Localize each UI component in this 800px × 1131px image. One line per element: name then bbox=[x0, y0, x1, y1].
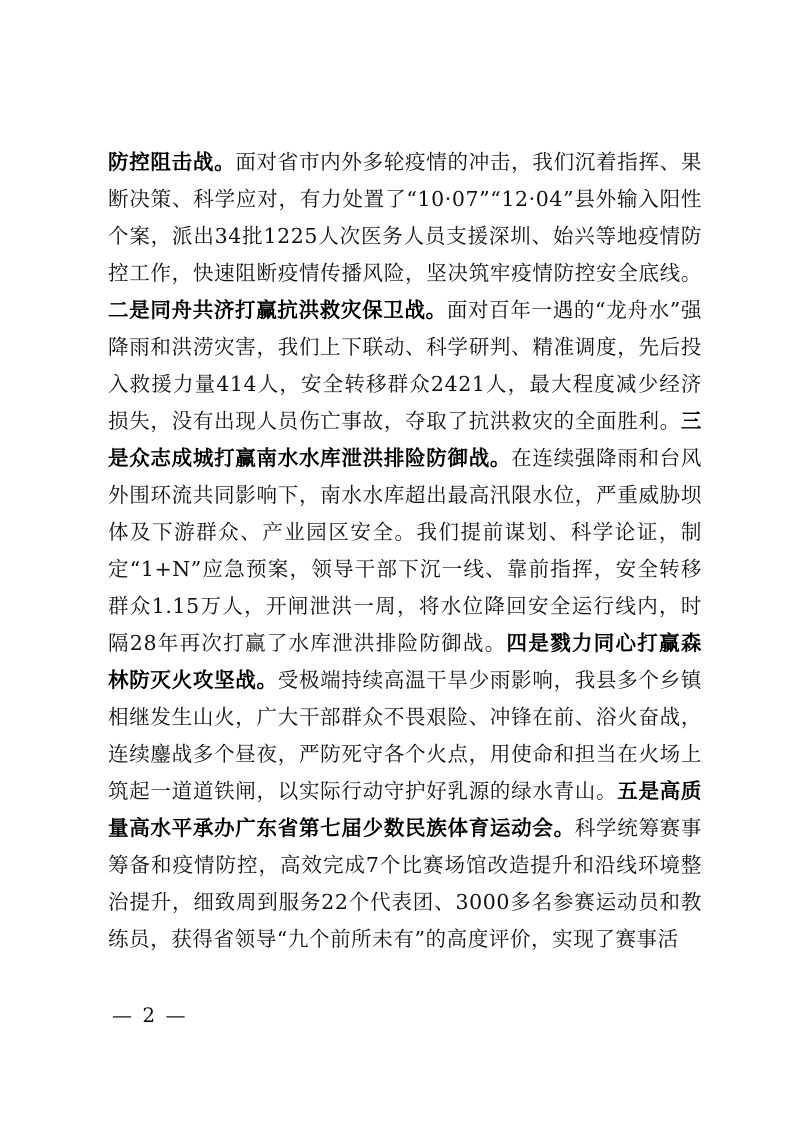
page-number: — 2 — bbox=[112, 1003, 188, 1027]
heading-segment: 三是众志成城打赢南水水库泄洪排险防御战。 bbox=[108, 409, 702, 470]
heading-segment: 防控阻击战。 bbox=[108, 150, 236, 174]
heading-segment: 五是高质量高水平承办广东省第七届少数民族体育运动会。 bbox=[108, 779, 702, 840]
heading-segment: 四是戮力同心打赢森林防灭火攻坚战。 bbox=[108, 631, 703, 692]
text-segment: 面对省市内外多轮疫情的冲击，我们沉着指挥、果断决策、科学应对，有力处置了“10·07”“12·04”县外输入阳性个案，派出34批1225人次医务人员支援深圳、始兴等地疫情防控工作，快速阻断疫情传播风险，坚决筑牢疫情防控安全底线。 bbox=[108, 150, 702, 285]
text-segment: 在连续强降雨和台风外围环流共同影响下，南水水库超出最高汛限水位，严重威胁坝体及下游群众、产业园区安全。我们提前谋划、科学论证，制定“1+N”应急预案，领导干部下沉一线、靠前指挥，安全转移群众1.15万人，开闸泄洪一周，将水位降回安全运行线内，时隔28年再次打赢了水库泄洪排险防御战。 bbox=[108, 446, 703, 655]
text-segment: 面对百年一遇的“龙舟水”强降雨和洪涝灾害，我们上下联动、科学研判、精准调度，先后投入救援力量414人，安全转移群众2421人，最大程度减少经济损失，没有出现人员伤亡事故，夺取了抗洪救灾的全面胜利。 bbox=[108, 298, 702, 433]
text-segment: 受极端持续高温干旱少雨影响，我县多个乡镇相继发生山火，广大干部群众不畏艰险、冲锋在前、浴火奋战，连续鏖战多个昼夜，严防死守各个火点，用使命和担当在火场上筑起一道道铁闸，以实际行动守护好乳源的绿水青山。 bbox=[108, 668, 702, 803]
text-segment: 科学统筹赛事筹备和疫情防控，高效完成7个比赛场馆改造提升和沿线环境整治提升，细致周到服务22个代表团、3000多名参赛运动员和教练员，获得省领导“九个前所未有”的高度评价，实现了赛事活 bbox=[108, 816, 702, 951]
body-paragraph bbox=[108, 144, 702, 958]
heading-segment: 二是同舟共济打赢抗洪救灾保卫战。 bbox=[108, 298, 447, 322]
